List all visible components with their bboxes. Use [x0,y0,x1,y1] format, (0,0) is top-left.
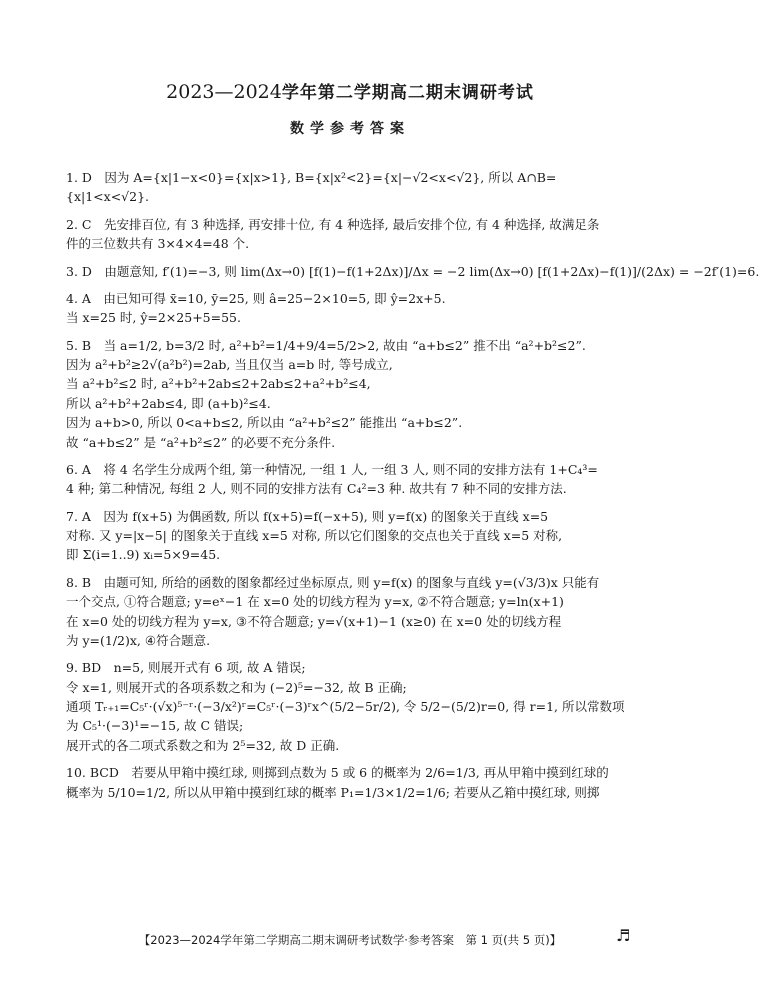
music-note-icon: ♬ [616,926,631,945]
page-footer: 【2023—2024学年第二学期高二期末调研考试数学·参考答案 第 1 页(共 5 页)】 [138,933,562,947]
answer-line: 故 “a+b≤2” 是 “a²+b²≤2” 的必要不充分条件. [66,434,336,450]
answer-line: 7. A 因为 f(x+5) 为偶函数, 所以 f(x+5)=f(−x+5), 则 y=f(x) 的图象关于直线 x=5 [66,508,549,524]
title-year: 2023—2024 [166,81,282,103]
page-subtitle: 数学参考答案 [290,121,410,137]
answer-line: 因为 a²+b²≥2√(a²b²)=2ab, 当且仅当 a=b 时, 等号成立, [66,357,393,372]
answer-item-10 [66,763,638,802]
answer-line: 9. BD n=5, 则展开式有 6 项, 故 A 错误; [66,660,306,676]
answer-line: 当 x=25 时, ŷ=2×25+5=55. [66,310,241,326]
answer-line: 概率为 5/10=1/2, 所以从甲箱中摸到红球的概率 P₁=1/3×1/2=1/6; 若要从乙箱中摸红球, 则掷 [66,784,600,800]
answer-line: 为 y=(1/2)x, ④符合题意. [66,632,211,648]
answer-line: 2. C 先安排百位, 有 3 种选择, 再安排十位, 有 4 种选择, 最后安排个位, 有 4 种选择, 故满足条 [66,216,600,232]
answer-line: 10. BCD 若要从甲箱中摸红球, 则掷到点数为 5 或 6 的概率为 2/6=1/3, 再从甲箱中摸到红球的 [66,765,609,781]
answer-item-3 [66,262,759,281]
answer-line: 即 Σ(i=1..9) xᵢ=5×9=45. [66,547,221,563]
answer-line: 令 x=1, 则展开式的各项系数之和为 (−2)⁵=−32, 故 B 正确; [66,679,407,695]
answer-item-2 [66,215,638,254]
answer-line: 展开式的各二项式系数之和为 2⁵=32, 故 D 正确. [66,737,340,753]
answer-item-8 [66,573,638,651]
answer-item-1 [66,168,638,207]
answer-line: 件的三位数共有 3×4×4=48 个. [66,236,250,252]
answer-line: 所以 a²+b²+2ab≤4, 即 (a+b)²≤4. [66,395,271,411]
answer-line: {x|1<x<√2}. [66,189,150,205]
answer-line: 8. B 由题可知, 所给的函数的图象都经过坐标原点, 则 y=f(x) 的图象与直线 y=(√3/3)x 只能有 [66,574,600,590]
answer-item-7 [66,507,638,565]
answer-line: 在 x=0 处的切线方程为 y=x, ③不符合题意; y=√(x+1)−1 (x≥0) 在 x=0 处的切线方程 [66,613,562,629]
answer-item-5 [66,336,638,452]
answer-line: 对称. 又 y=|x−5| 的图象关于直线 x=5 对称, 所以它们图象的交点也关于直线 x=5 对称, [66,528,563,543]
answer-line: 通项 Tᵣ₊₁=C₅ʳ·(√x)⁵⁻ʳ·(−3/x²)ʳ=C₅ʳ·(−3)ʳx^(5/2−5r/2), 令 5/2−(5/2)r=0, 得 r=1, 所以常数项 [66,699,625,714]
answer-item-4 [66,289,638,328]
answer-line: 4. A 由已知可得 x̄=10, ȳ=25, 则 â=25−2×10=5, 即 ŷ=2x+5. [66,290,446,306]
answers-list [66,168,759,810]
answer-line: 因为 a+b>0, 所以 0<a+b≤2, 所以由 “a²+b²≤2” 能推出 “a+b≤2”. [66,415,463,431]
title-text: 学年第二学期高二期末调研考试 [281,83,534,103]
answer-line: 3. D 由题意知, f′(1)=−3, 则 lim(Δx→0) [f(1)−f(1+2Δx)]/Δx = −2 lim(Δx→0) [f(1+2Δx)−f(1)]/(2Δx) = −2f′(1)=6. [66,263,759,279]
answer-item-9 [66,658,638,755]
answer-line: 为 C₅¹·(−3)¹=−15, 故 C 错误; [66,718,244,734]
answer-line: 一个交点, ①符合题意; y=eˣ−1 在 x=0 处的切线方程为 y=x, ②不符合题意; y=ln(x+1) [66,594,564,610]
answer-item-6 [66,460,638,499]
answer-line: 1. D 因为 A={x|1−x<0}={x|x>1}, B={x|x²<2}={x|−√2<x<√2}, 所以 A∩B= [66,170,557,185]
answer-line: 当 a²+b²≤2 时, a²+b²+2ab≤2+2ab≤2+a²+b²≤4, [66,376,371,392]
answer-line: 4 种; 第二种情况, 每组 2 人, 则不同的安排方法有 C₄²=3 种. 故共有 7 种不同的安排方法. [66,481,567,497]
answer-line: 6. A 将 4 名学生分成两个组, 第一种情况, 一组 1 人, 一组 3 人, 则不同的安排方法有 1+C₄³= [66,461,598,477]
page-title [0,78,700,103]
answer-line: 5. B 当 a=1/2, b=3/2 时, a²+b²=1/4+9/4=5/2>2, 故由 “a+b≤2” 推不出 “a²+b²≤2”. [66,337,586,353]
